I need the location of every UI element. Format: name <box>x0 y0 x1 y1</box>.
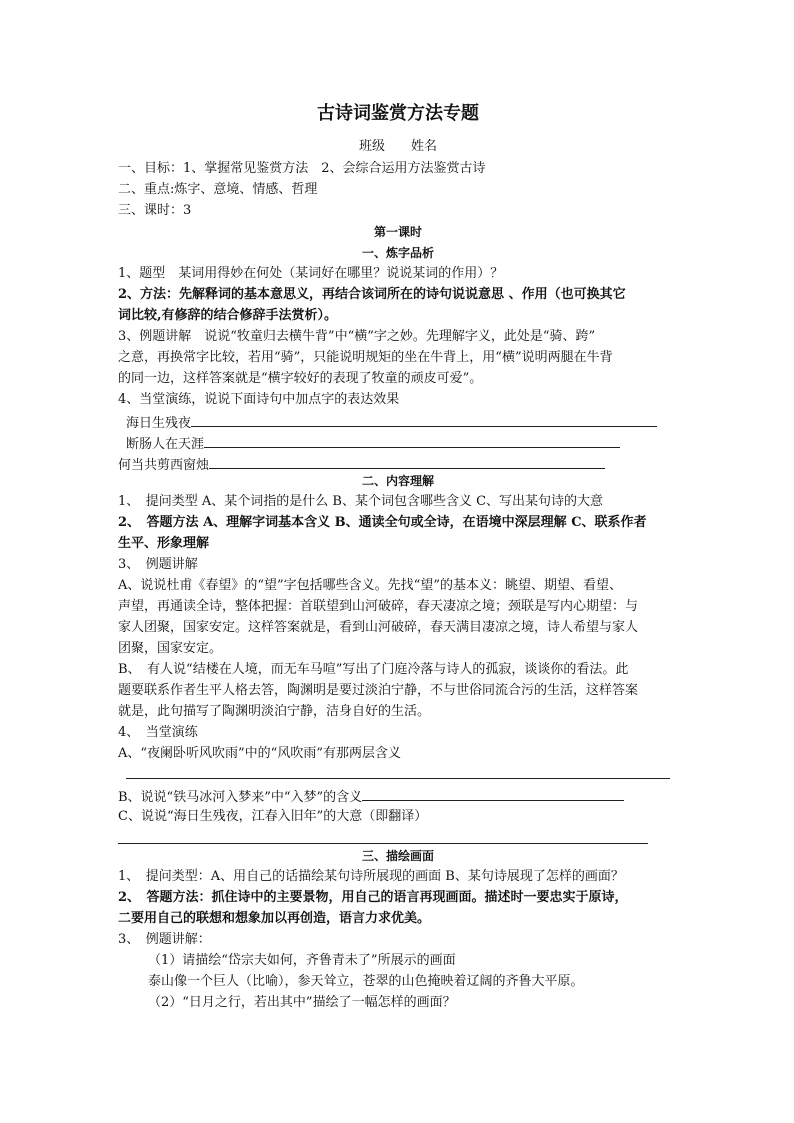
practice-item <box>118 786 624 808</box>
sec3-example-2: （2）“日月之行，若出其中”描绘了一幅怎样的画面？ <box>148 995 456 1010</box>
class-name-line: 班级 姓名 <box>358 139 437 154</box>
sec3-question-type: 1、 提问类型：A、用自己的话描绘某句诗所展现的画面 B、某句诗展现了怎样的画面？ <box>118 869 624 884</box>
sec2-practice-b: B、说说“铁马冰河入梦来”中“入梦”的含义 <box>118 790 363 805</box>
section2-heading: 二、内容理解 <box>361 474 434 488</box>
practice-item <box>126 433 620 455</box>
hours: 三、课时：3 <box>118 203 192 218</box>
sec1-practice: 4、当堂演练，说说下面诗句中加点字的表达效果 <box>118 392 400 407</box>
practice-poem-line: 断肠人在天涯 <box>126 437 205 452</box>
sec2-example-a: A、说说杜甫《春望》的“望”字包括哪些含义。先找“望”的基本义：眺望、期望、看望、 <box>118 578 622 593</box>
lesson-heading: 第一课时 <box>373 225 422 239</box>
sec2-example-heading: 3、 例题讲解 <box>118 557 198 572</box>
sec3-example-1: （1）请描绘“岱宗夫如何，齐鲁青未了”所展示的画面 <box>148 953 456 968</box>
sec2-example-a-cont: 家人团聚，国家安定。这样答案就是，看到山河破碎，春天满目凄凉之境，诗人希望与家人 <box>118 620 639 635</box>
practice-poem-line: 海日生残夜 <box>126 416 192 431</box>
sec2-method: 2、 答题方法 A、理解字词基本含义 B、通读全句或全诗，在语境中深层理解 C、联系作者 <box>118 515 647 530</box>
sec2-practice-c: C、说说“海日生残夜，江春入旧年”的大意（即翻译） <box>118 809 428 824</box>
sec2-practice-a: A、“夜阑卧听风吹雨”中的“风吹雨”有那两层含义 <box>118 746 401 761</box>
answer-blank[interactable] <box>209 454 605 469</box>
answer-blank[interactable] <box>204 433 620 448</box>
sec1-question-type: 1、题型 某词用得妙在何处（某词好在哪里？说说某词的作用）？ <box>118 266 504 281</box>
objective: 一、目标：1、掌握常见鉴赏方法 2、会综合运用方法鉴赏古诗 <box>118 161 486 176</box>
sec2-example-a-cont: 团聚，国家安定。 <box>118 641 223 656</box>
section3-heading: 三、描绘画面 <box>361 849 434 863</box>
focus: 二、重点:炼字、意境、情感、哲理 <box>118 182 318 197</box>
practice-poem-line: 何当共剪西窗烛 <box>118 458 210 473</box>
sec2-method-cont: 生平、形象理解 <box>118 536 210 551</box>
sec1-example-cont: 的同一边，这样答案就是“横字较好的表现了牧童的顽皮可爱”。 <box>118 371 483 386</box>
answer-line <box>126 764 670 786</box>
answer-blank[interactable] <box>126 764 670 779</box>
sec1-method-cont: 词比较,有修辞的结合修辞手法赏析）。 <box>118 308 338 323</box>
sec2-example-a-cont: 声望，再通读全诗，整体把握：首联望到山河破碎，春天凄凉之境；颈联是写内心期望：与 <box>118 599 639 614</box>
sec3-method-cont: 二要用自己的联想和想象加以再创造，语言力求优美。 <box>118 911 431 926</box>
sec1-example-cont: 之意，再换常字比较，若用“骑”，只能说明规矩的坐在牛背上，用“横”说明两腿在牛背 <box>118 350 613 365</box>
answer-blank[interactable] <box>362 786 624 801</box>
sec2-example-b-cont: 题要联系作者生平人格去答，陶渊明是要过淡泊宁静，不与世俗同流合污的生活，这样答案 <box>118 683 639 698</box>
sec3-method: 2、 答题方法：抓住诗中的主要景物，用自己的语言再现画面。描述时一要忠实于原诗， <box>118 890 628 905</box>
answer-blank[interactable] <box>191 412 657 427</box>
sec3-example-1-answer: 泰山像一个巨人（比喻），参天耸立，苍翠的山色掩映着辽阔的齐鲁大平原。 <box>148 974 584 989</box>
sec1-example: 3、例题讲解 说说“牧童归去横牛背”中“横”字之妙。先理解字义，此处是“骑、跨” <box>118 329 596 344</box>
sec2-example-b-cont: 就是，此句描写了陶渊明淡泊宁静，洁身自好的生活。 <box>118 704 431 719</box>
sec2-practice-heading: 4、 当堂演练 <box>118 725 198 740</box>
sec2-example-b: B、 有人说“结楼在人境，而无车马喧”写出了门庭冷落与诗人的孤寂，谈谈你的看法。此 <box>118 662 629 677</box>
section1-heading: 一、炼字品析 <box>361 246 434 260</box>
answer-blank[interactable] <box>118 829 648 844</box>
sec1-method: 2、方法：先解释词的基本意思义，再结合该词所在的诗句说说意思 、作用（也可换其它 <box>118 287 626 302</box>
sec2-question-type: 1、 提问类型 A、某个词指的是什么 B、某个词包含哪些含义 C、写出某句诗的大意 <box>118 494 604 509</box>
practice-item <box>126 412 657 434</box>
page-title: 古诗词鉴赏方法专题 <box>317 103 479 124</box>
sec3-example-heading: 3、 例题讲解： <box>118 932 211 947</box>
